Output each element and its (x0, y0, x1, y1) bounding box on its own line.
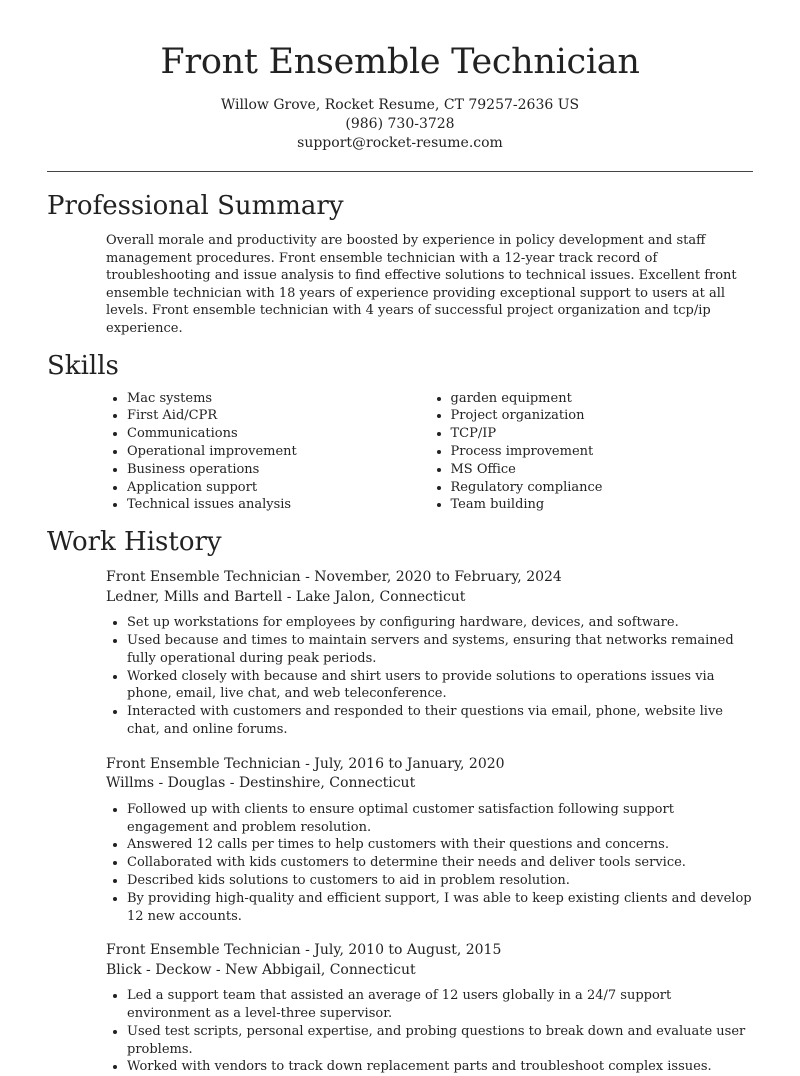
job-duty: • Led a support team that assisted an average of 12 users globally in a 24/7 support environment as a level-three supervisor. (127, 987, 753, 1023)
summary-heading: Professional Summary (47, 191, 344, 221)
job-company-location: Ledner, Mills and Bartell - Lake Jalon, Connecticut (106, 588, 466, 605)
job-title-dates: Front Ensemble Technician - November, 2020 to February, 2024 (106, 569, 562, 586)
job-entry (106, 941, 753, 1076)
skill-item: • Mac systems (127, 390, 430, 408)
skill-item: • Operational improvement (127, 443, 430, 461)
summary-text: Overall morale and productivity are boosted by experience in policy development and staff management procedures. Front ensemble technician with a 12-year track record of troubleshooting and issue analysis to find effective solutions to technical issues. Excellent front ensemble technician with 18 years of experience providing exceptional support to users at all levels. Front ensemble technician with 4 years of successful project organization and tcp/ip experience. (106, 233, 737, 336)
candidate-name: Front Ensemble Technician (160, 42, 640, 82)
work-history-heading: Work History (47, 527, 222, 558)
skills-column-left (106, 390, 430, 515)
skill-item: • MS Office (451, 461, 754, 479)
job-company-location: Willms - Douglas - Destinshire, Connecticut (106, 775, 416, 792)
contact-phone: (986) 730-3728 (345, 116, 455, 132)
skills-column-right (430, 390, 754, 515)
job-duty: • Followed up with clients to ensure optimal customer satisfaction following support engagement and problem resolution. (127, 801, 753, 837)
job-duty: • Used test scripts, personal expertise, and probing questions to break down and evaluate user problems. (127, 1023, 753, 1059)
contact-email: support@rocket-resume.com (297, 135, 503, 151)
job-entry (106, 568, 753, 739)
job-duty: • Answered 12 calls per times to help customers with their questions and concerns. (127, 836, 753, 854)
contact-address: Willow Grove, Rocket Resume, CT 79257-2636 US (220, 97, 580, 113)
job-duties-list (106, 801, 753, 926)
header-divider (47, 171, 753, 172)
job-duty: • Described kids solutions to customers to aid in problem resolution. (127, 872, 753, 890)
skill-item: • Business operations (127, 461, 430, 479)
job-title-dates: Front Ensemble Technician - July, 2016 to January, 2020 (106, 755, 505, 772)
skill-item: • Technical issues analysis (127, 496, 430, 514)
job-duty: • Interacted with customers and responded to their questions via email, phone, website live chat, and online forums. (127, 703, 753, 739)
job-duty: • Collaborated with kids customers to determine their needs and deliver tools service. (127, 854, 753, 872)
job-duty: • Worked with vendors to track down replacement parts and troubleshoot complex issues. (127, 1058, 753, 1076)
skill-item: • TCP/IP (451, 425, 754, 443)
skill-item: • Project organization (451, 407, 754, 425)
skill-item: • Application support (127, 479, 430, 497)
skill-item: • Communications (127, 425, 430, 443)
job-duty: • Used because and times to maintain servers and systems, ensuring that networks remained fully operational during peak periods. (127, 632, 753, 668)
job-company-location: Blick - Deckow - New Abbigail, Connecticut (106, 961, 416, 978)
resume-header (0, 0, 800, 153)
skills-list (106, 390, 753, 515)
job-duties-list (106, 614, 753, 739)
job-entry (106, 755, 753, 926)
job-duties-list (106, 987, 753, 1076)
skill-item: • garden equipment (451, 390, 754, 408)
skill-item: • First Aid/CPR (127, 407, 430, 425)
job-duty: • By providing high-quality and efficient support, I was able to keep existing clients and develop 12 new accounts. (127, 890, 753, 926)
job-title-dates: Front Ensemble Technician - July, 2010 to August, 2015 (106, 942, 502, 959)
skill-item: • Process improvement (451, 443, 754, 461)
skill-item: • Team building (451, 496, 754, 514)
job-duty: • Set up workstations for employees by configuring hardware, devices, and software. (127, 614, 753, 632)
skill-item: • Regulatory compliance (451, 479, 754, 497)
job-duty: • Worked closely with because and shirt users to provide solutions to operations issues via phone, email, live chat, and web teleconference. (127, 668, 753, 704)
skills-heading: Skills (47, 350, 119, 381)
